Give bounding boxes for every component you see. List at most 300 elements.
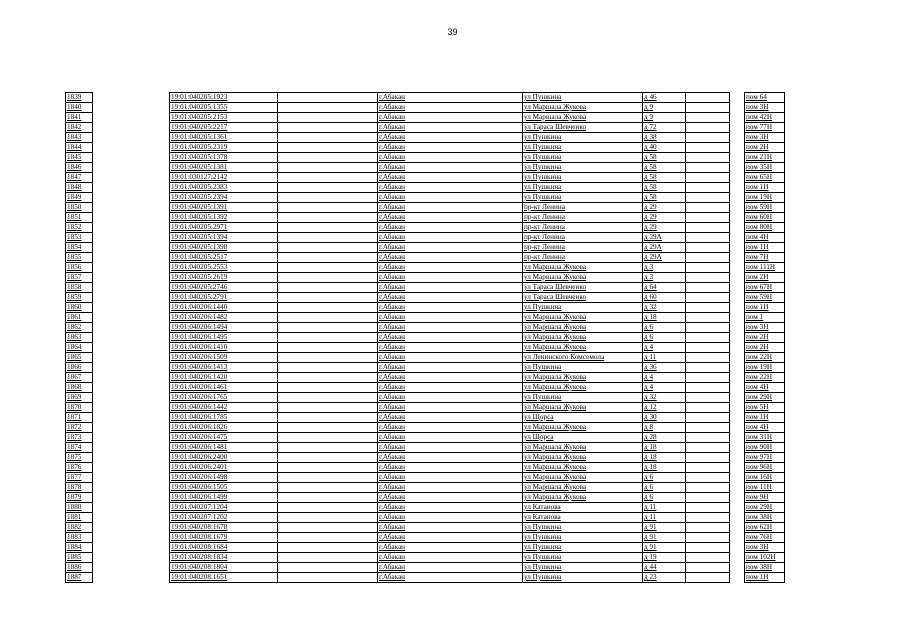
premises-cell: пом 2Н: [745, 343, 785, 353]
empty-cell: [278, 473, 378, 483]
street-cell: пр-кт Ленина: [523, 223, 643, 233]
table-row: [66, 343, 785, 353]
city-cell: г.Абакан: [378, 213, 523, 223]
spacer-cell: [730, 483, 745, 493]
cadastral-number-cell: 19:01:040208:1834: [170, 553, 278, 563]
row-number-cell: 1849: [66, 193, 93, 203]
table-row: [66, 263, 785, 273]
spacer-cell: [93, 403, 170, 413]
spacer-cell: [93, 543, 170, 553]
house-cell: д 29А: [643, 233, 686, 243]
house-cell: д 30: [643, 413, 686, 423]
premises-cell: пом 60Н: [745, 213, 785, 223]
house-cell: д 29А: [643, 243, 686, 253]
empty-cell: [278, 573, 378, 583]
empty-cell: [278, 363, 378, 373]
row-number-cell: 1845: [66, 153, 93, 163]
city-cell: г.Абакан: [378, 453, 523, 463]
spacer-cell: [730, 303, 745, 313]
spacer-cell: [93, 423, 170, 433]
cadastral-number-cell: 19:01:040207:1202: [170, 513, 278, 523]
empty-cell: [278, 203, 378, 213]
street-cell: ул Пушкина: [523, 133, 643, 143]
spacer-cell: [93, 103, 170, 113]
table-row: [66, 553, 785, 563]
spacer-cell: [730, 493, 745, 503]
cadastral-number-cell: 19:01:040205:2971: [170, 223, 278, 233]
city-cell: г.Абакан: [378, 433, 523, 443]
city-cell: г.Абакан: [378, 553, 523, 563]
empty-cell: [686, 103, 730, 113]
empty-cell: [686, 483, 730, 493]
city-cell: г.Абакан: [378, 543, 523, 553]
empty-cell: [278, 533, 378, 543]
street-cell: ул Пушкина: [523, 183, 643, 193]
house-cell: д 32: [643, 393, 686, 403]
table-row: [66, 203, 785, 213]
cadastral-number-cell: 19:01:040207:1204: [170, 503, 278, 513]
city-cell: г.Абакан: [378, 503, 523, 513]
cadastral-number-cell: 19:01:040205:2319: [170, 143, 278, 153]
street-cell: ул Пушкина: [523, 303, 643, 313]
spacer-cell: [730, 233, 745, 243]
cadastral-number-cell: 19:01:040206:1499: [170, 493, 278, 503]
spacer-cell: [93, 463, 170, 473]
row-number-cell: 1873: [66, 433, 93, 443]
house-cell: д 11: [643, 513, 686, 523]
house-cell: д 11: [643, 353, 686, 363]
cadastral-number-cell: 19:01:040205:1378: [170, 153, 278, 163]
empty-cell: [278, 103, 378, 113]
spacer-cell: [730, 403, 745, 413]
street-cell: ул Катанова: [523, 513, 643, 523]
spacer-cell: [730, 343, 745, 353]
row-number-cell: 1866: [66, 363, 93, 373]
city-cell: г.Абакан: [378, 163, 523, 173]
row-number-cell: 1839: [66, 93, 93, 103]
empty-cell: [686, 383, 730, 393]
house-cell: д 6: [643, 493, 686, 503]
premises-cell: пом 4Н: [745, 423, 785, 433]
table-row: [66, 463, 785, 473]
street-cell: ул Маршала Жукова: [523, 463, 643, 473]
cadastral-number-cell: 19:01:040208:1679: [170, 533, 278, 543]
house-cell: д 29: [643, 213, 686, 223]
spacer-cell: [730, 363, 745, 373]
premises-cell: пом 77Н: [745, 123, 785, 133]
cadastral-number-cell: 19:01:040206:1494: [170, 323, 278, 333]
empty-cell: [686, 423, 730, 433]
city-cell: г.Абакан: [378, 233, 523, 243]
empty-cell: [278, 333, 378, 343]
premises-cell: пом 9Н: [745, 493, 785, 503]
empty-cell: [278, 423, 378, 433]
row-number-cell: 1857: [66, 273, 93, 283]
premises-cell: пом 3Н: [745, 103, 785, 113]
city-cell: г.Абакан: [378, 353, 523, 363]
spacer-cell: [730, 423, 745, 433]
empty-cell: [278, 433, 378, 443]
row-number-cell: 1865: [66, 353, 93, 363]
table-row: [66, 543, 785, 553]
row-number-cell: 1841: [66, 113, 93, 123]
city-cell: г.Абакан: [378, 133, 523, 143]
house-cell: д 6: [643, 483, 686, 493]
street-cell: ул Маршала Жукова: [523, 483, 643, 493]
spacer-cell: [93, 123, 170, 133]
empty-cell: [686, 533, 730, 543]
table-row: [66, 173, 785, 183]
empty-cell: [686, 543, 730, 553]
row-number-cell: 1869: [66, 393, 93, 403]
empty-cell: [278, 323, 378, 333]
cadastral-number-cell: 19:01:040205:1394: [170, 233, 278, 243]
house-cell: д 8: [643, 423, 686, 433]
empty-cell: [686, 243, 730, 253]
spacer-cell: [730, 573, 745, 583]
street-cell: ул Ленинского Комсомола: [523, 353, 643, 363]
cadastral-number-cell: 19:01:040205:1392: [170, 213, 278, 223]
table-row: [66, 293, 785, 303]
city-cell: г.Абакан: [378, 123, 523, 133]
spacer-cell: [730, 273, 745, 283]
premises-cell: пом 76Н: [745, 533, 785, 543]
spacer-cell: [93, 243, 170, 253]
spacer-cell: [730, 543, 745, 553]
table-row: [66, 113, 785, 123]
street-cell: ул Маршала Жукова: [523, 493, 643, 503]
spacer-cell: [730, 153, 745, 163]
row-number-cell: 1847: [66, 173, 93, 183]
empty-cell: [686, 213, 730, 223]
empty-cell: [686, 493, 730, 503]
house-cell: д 9: [643, 113, 686, 123]
street-cell: ул Тараса Шевченко: [523, 123, 643, 133]
spacer-cell: [93, 263, 170, 273]
empty-cell: [278, 553, 378, 563]
table-row: [66, 573, 785, 583]
row-number-cell: 1863: [66, 333, 93, 343]
street-cell: ул Пушкина: [523, 523, 643, 533]
row-number-cell: 1844: [66, 143, 93, 153]
house-cell: д 29: [643, 203, 686, 213]
spacer-cell: [93, 553, 170, 563]
cadastral-number-cell: 19:01:040206:1413: [170, 363, 278, 373]
empty-cell: [278, 93, 378, 103]
street-cell: ул Тараса Шевченко: [523, 293, 643, 303]
cadastral-number-cell: 19:01:040205:2517: [170, 253, 278, 263]
empty-cell: [278, 153, 378, 163]
spacer-cell: [93, 373, 170, 383]
cadastral-number-cell: 19:01:040206:1410: [170, 343, 278, 353]
spacer-cell: [93, 283, 170, 293]
row-number-cell: 1860: [66, 303, 93, 313]
cadastral-number-cell: 19:01:040206:2400: [170, 453, 278, 463]
house-cell: д 28: [643, 433, 686, 443]
spacer-cell: [730, 393, 745, 403]
spacer-cell: [730, 293, 745, 303]
city-cell: г.Абакан: [378, 283, 523, 293]
table-row: [66, 503, 785, 513]
spacer-cell: [93, 353, 170, 363]
premises-cell: пом 1Н: [745, 243, 785, 253]
empty-cell: [686, 143, 730, 153]
empty-cell: [278, 263, 378, 273]
premises-cell: пом 59Н: [745, 203, 785, 213]
house-cell: д 18: [643, 313, 686, 323]
city-cell: г.Абакан: [378, 103, 523, 113]
empty-cell: [278, 123, 378, 133]
empty-cell: [278, 343, 378, 353]
row-number-cell: 1843: [66, 133, 93, 143]
city-cell: г.Абакан: [378, 413, 523, 423]
spacer-cell: [93, 213, 170, 223]
house-cell: д 38: [643, 133, 686, 143]
empty-cell: [686, 563, 730, 573]
street-cell: ул Пушкина: [523, 93, 643, 103]
street-cell: ул Пушкина: [523, 393, 643, 403]
row-number-cell: 1874: [66, 443, 93, 453]
street-cell: пр-кт Ленина: [523, 243, 643, 253]
empty-cell: [278, 513, 378, 523]
street-cell: ул Маршала Жукова: [523, 453, 643, 463]
table-row: [66, 243, 785, 253]
table-row: [66, 123, 785, 133]
street-cell: пр-кт Ленина: [523, 213, 643, 223]
house-cell: д 3: [643, 263, 686, 273]
empty-cell: [686, 443, 730, 453]
premises-cell: пом 2Н: [745, 143, 785, 153]
empty-cell: [278, 233, 378, 243]
table-row: [66, 433, 785, 443]
house-cell: д 60: [643, 293, 686, 303]
street-cell: ул Пушкина: [523, 163, 643, 173]
house-cell: д 46: [643, 93, 686, 103]
premises-cell: пом 2Н: [745, 273, 785, 283]
row-number-cell: 1846: [66, 163, 93, 173]
row-number-cell: 1871: [66, 413, 93, 423]
empty-cell: [278, 273, 378, 283]
premises-cell: пом 3Н: [745, 543, 785, 553]
empty-cell: [686, 513, 730, 523]
spacer-cell: [730, 433, 745, 443]
empty-cell: [686, 403, 730, 413]
table-row: [66, 473, 785, 483]
city-cell: г.Абакан: [378, 473, 523, 483]
row-number-cell: 1854: [66, 243, 93, 253]
city-cell: г.Абакан: [378, 513, 523, 523]
empty-cell: [686, 503, 730, 513]
empty-cell: [278, 493, 378, 503]
empty-cell: [278, 283, 378, 293]
empty-cell: [686, 93, 730, 103]
spacer-cell: [93, 413, 170, 423]
premises-cell: пом 35Н: [745, 163, 785, 173]
house-cell: д 58: [643, 173, 686, 183]
empty-cell: [686, 433, 730, 443]
row-number-cell: 1867: [66, 373, 93, 383]
house-cell: д 40: [643, 143, 686, 153]
spacer-cell: [93, 313, 170, 323]
house-cell: д 4: [643, 373, 686, 383]
spacer-cell: [93, 293, 170, 303]
spacer-cell: [730, 133, 745, 143]
empty-cell: [686, 413, 730, 423]
empty-cell: [686, 293, 730, 303]
spacer-cell: [730, 213, 745, 223]
city-cell: г.Абакан: [378, 533, 523, 543]
premises-cell: пом 31Н: [745, 433, 785, 443]
premises-cell: пом 64: [745, 93, 785, 103]
empty-cell: [278, 183, 378, 193]
empty-cell: [278, 443, 378, 453]
house-cell: д 4: [643, 343, 686, 353]
cadastral-number-cell: 19:01:040205:2791: [170, 293, 278, 303]
empty-cell: [278, 303, 378, 313]
empty-cell: [278, 193, 378, 203]
premises-cell: пом 42Н: [745, 113, 785, 123]
empty-cell: [686, 313, 730, 323]
empty-cell: [278, 293, 378, 303]
empty-cell: [278, 113, 378, 123]
premises-cell: пом 19Н: [745, 193, 785, 203]
premises-cell: пом 38Н: [745, 563, 785, 573]
empty-cell: [278, 243, 378, 253]
table-row: [66, 313, 785, 323]
row-number-cell: 1879: [66, 493, 93, 503]
empty-cell: [686, 283, 730, 293]
page-number: 39: [447, 27, 458, 37]
premises-cell: пом 67Н: [745, 283, 785, 293]
table-row: [66, 423, 785, 433]
premises-cell: пом 4Н: [745, 233, 785, 243]
empty-cell: [278, 133, 378, 143]
city-cell: г.Абакан: [378, 153, 523, 163]
house-cell: д 29: [643, 223, 686, 233]
cadastral-number-cell: 19:01:040206:1481: [170, 443, 278, 453]
spacer-cell: [730, 313, 745, 323]
spacer-cell: [730, 353, 745, 363]
empty-cell: [686, 153, 730, 163]
table-row: [66, 163, 785, 173]
street-cell: ул Щорса: [523, 433, 643, 443]
house-cell: д 91: [643, 543, 686, 553]
house-cell: д 91: [643, 523, 686, 533]
table-row: [66, 283, 785, 293]
premises-cell: пом 97Н: [745, 453, 785, 463]
empty-cell: [686, 263, 730, 273]
city-cell: г.Абакан: [378, 183, 523, 193]
city-cell: г.Абакан: [378, 383, 523, 393]
empty-cell: [686, 193, 730, 203]
city-cell: г.Абакан: [378, 173, 523, 183]
street-cell: ул Маршала Жукова: [523, 473, 643, 483]
city-cell: г.Абакан: [378, 303, 523, 313]
table-row: [66, 483, 785, 493]
empty-cell: [686, 463, 730, 473]
row-number-cell: 1842: [66, 123, 93, 133]
table-row: [66, 183, 785, 193]
empty-cell: [278, 453, 378, 463]
city-cell: г.Абакан: [378, 193, 523, 203]
city-cell: г.Абакан: [378, 373, 523, 383]
empty-cell: [686, 453, 730, 463]
spacer-cell: [730, 563, 745, 573]
premises-cell: пом 65Н: [745, 173, 785, 183]
premises-cell: пом 5Н: [745, 403, 785, 413]
empty-cell: [686, 553, 730, 563]
cadastral-number-cell: 19:01:040208:1804: [170, 563, 278, 573]
row-number-cell: 1870: [66, 403, 93, 413]
cadastral-number-cell: 19:01:040205:1391: [170, 203, 278, 213]
house-cell: д 58: [643, 153, 686, 163]
street-cell: пр-кт Ленина: [523, 253, 643, 263]
empty-cell: [686, 353, 730, 363]
empty-cell: [278, 543, 378, 553]
house-cell: д 18: [643, 443, 686, 453]
spacer-cell: [93, 533, 170, 543]
city-cell: г.Абакан: [378, 573, 523, 583]
spacer-cell: [730, 203, 745, 213]
house-cell: д 32: [643, 303, 686, 313]
city-cell: г.Абакан: [378, 403, 523, 413]
row-number-cell: 1883: [66, 533, 93, 543]
cadastral-number-cell: 19:01:040205:1381: [170, 163, 278, 173]
spacer-cell: [730, 193, 745, 203]
spacer-cell: [93, 93, 170, 103]
premises-cell: пом 19Н: [745, 363, 785, 373]
house-cell: д 44: [643, 563, 686, 573]
premises-cell: пом 11Н: [745, 483, 785, 493]
table-row: [66, 353, 785, 363]
spacer-cell: [730, 443, 745, 453]
empty-cell: [686, 523, 730, 533]
spacer-cell: [93, 343, 170, 353]
premises-cell: пом 22Н: [745, 353, 785, 363]
street-cell: ул Тараса Шевченко: [523, 283, 643, 293]
cadastral-number-cell: 19:01:040206:1461: [170, 383, 278, 393]
spacer-cell: [730, 473, 745, 483]
spacer-cell: [730, 103, 745, 113]
house-cell: д 18: [643, 453, 686, 463]
empty-cell: [686, 473, 730, 483]
spacer-cell: [93, 173, 170, 183]
empty-cell: [278, 523, 378, 533]
house-cell: д 18: [643, 463, 686, 473]
cadastral-number-cell: 19:01:040206:1442: [170, 403, 278, 413]
table-row: [66, 523, 785, 533]
city-cell: г.Абакан: [378, 93, 523, 103]
spacer-cell: [93, 303, 170, 313]
row-number-cell: 1840: [66, 103, 93, 113]
premises-cell: пом 62Н: [745, 523, 785, 533]
street-cell: ул Пушкина: [523, 173, 643, 183]
cadastral-number-cell: 19:01:040205:2153: [170, 113, 278, 123]
table-row: [66, 93, 785, 103]
empty-cell: [278, 313, 378, 323]
city-cell: г.Абакан: [378, 333, 523, 343]
table-row: [66, 383, 785, 393]
street-cell: ул Маршала Жукова: [523, 333, 643, 343]
spacer-cell: [93, 273, 170, 283]
spacer-cell: [93, 393, 170, 403]
table-row: [66, 443, 785, 453]
house-cell: д 6: [643, 473, 686, 483]
table-row: [66, 233, 785, 243]
spacer-cell: [93, 363, 170, 373]
spacer-cell: [93, 203, 170, 213]
spacer-cell: [730, 383, 745, 393]
